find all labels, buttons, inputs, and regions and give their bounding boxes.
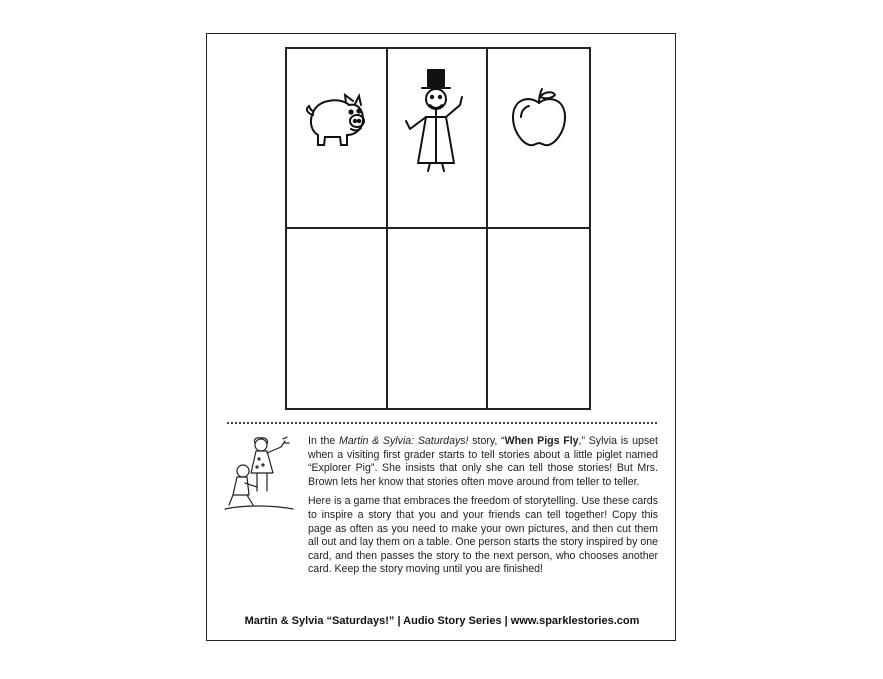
story-description: [308, 435, 658, 583]
story-card-blank: [287, 229, 388, 409]
story-card-top-hat-man: [388, 49, 489, 229]
pig-icon: [301, 91, 371, 151]
story-card-blank: [488, 229, 589, 409]
cut-line-divider: [227, 422, 657, 424]
top-hat-man-icon: [402, 67, 472, 172]
series-name: Martin & Sylvia: Saturdays!: [339, 435, 469, 447]
story-card-grid: [285, 47, 591, 410]
page-footer: Martin & Sylvia “Saturdays!” | Audio Story Series | www.sparklestories.com: [244, 615, 640, 627]
story-intro-paragraph: In the Martin & Sylvia: Saturdays! story, “When Pigs Fly,” Sylvia is upset when a visiting first grader starts to tell stories about a little piglet named “Explorer Pig”. She insists that only she can tell those stories! But Mrs. Brown lets her know that stories often move around from teller to teller.: [308, 435, 658, 488]
story-card-blank: [388, 229, 489, 409]
story-title: When Pigs Fly: [504, 435, 579, 447]
story-card-pig: [287, 49, 388, 229]
children-illustration-icon: [223, 435, 303, 515]
activity-page: [206, 33, 676, 641]
story-card-apple: [488, 49, 589, 229]
apple-icon: [509, 87, 569, 151]
game-instructions-paragraph: Here is a game that embraces the freedom of storytelling. Use these cards to inspire a story that you and your friends can tell together! Copy this page as often as you need to make your own pictures, and then cut them all out and lay them on a table. One person starts the story inspired by one card, and then passes the story to the next person, who chooses another card. Keep the story moving until you are finished!: [308, 495, 658, 576]
